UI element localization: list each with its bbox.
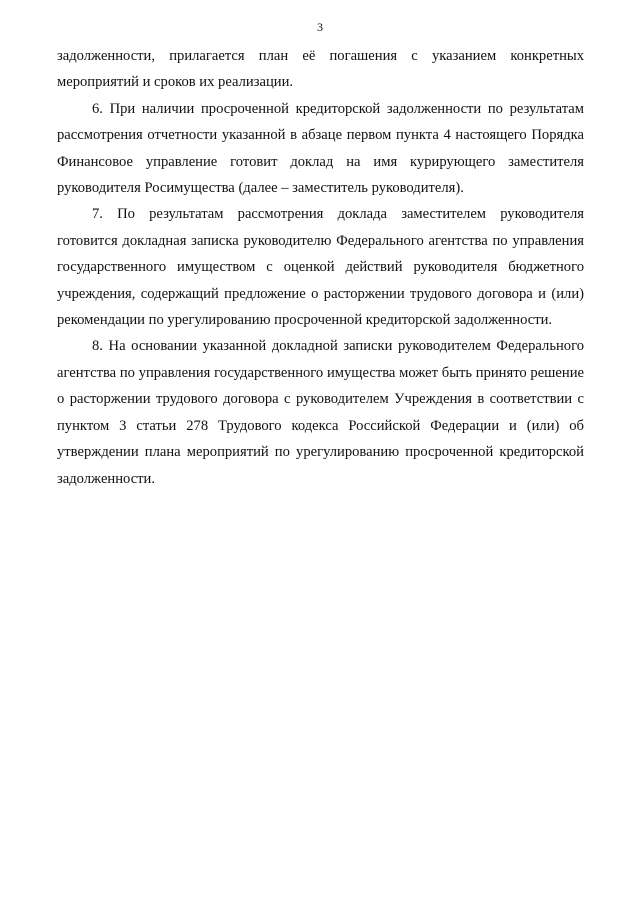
paragraph-continuation: задолженности, прилагается план её погашения с указанием конкретных мероприятий и сроков их реализации. [57,48,584,91]
page-number: 3 [317,20,323,34]
paragraph-item-6: 6. При наличии просроченной кредиторской задолженности по результатам рассмотрения отчетности указанной в абзаце первом пункта 4 настоящего Порядка Финансовое управление готовит доклад на имя курирующего заместителя руководителя Росимущества (далее – заместитель руководителя). [57,100,584,197]
paragraph-item-8: 8. На основании указанной докладной записки руководителем Федерального агентства по управления государственного имущества может быть принято решение о расторжении трудового договора с руководителем Учреждения в соответствии с пунктом 3 статьи 278 Трудового кодекса Российской Федерации и (или) об утверждении плана мероприятий по урегулированию просроченной кредиторской задолженности. [57,338,584,487]
paragraph-item-7: 7. По результатам рассмотрения доклада заместителем руководителя готовится докладная записка руководителю Федерального агентства по управления государственного имуществом с оценкой действий руководителя бюджетного учреждения, содержащий предложение о расторжении трудового договора и (или) рекомендации по урегулированию просроченной кредиторской задолженности. [57,206,584,329]
document-body [57,43,584,492]
